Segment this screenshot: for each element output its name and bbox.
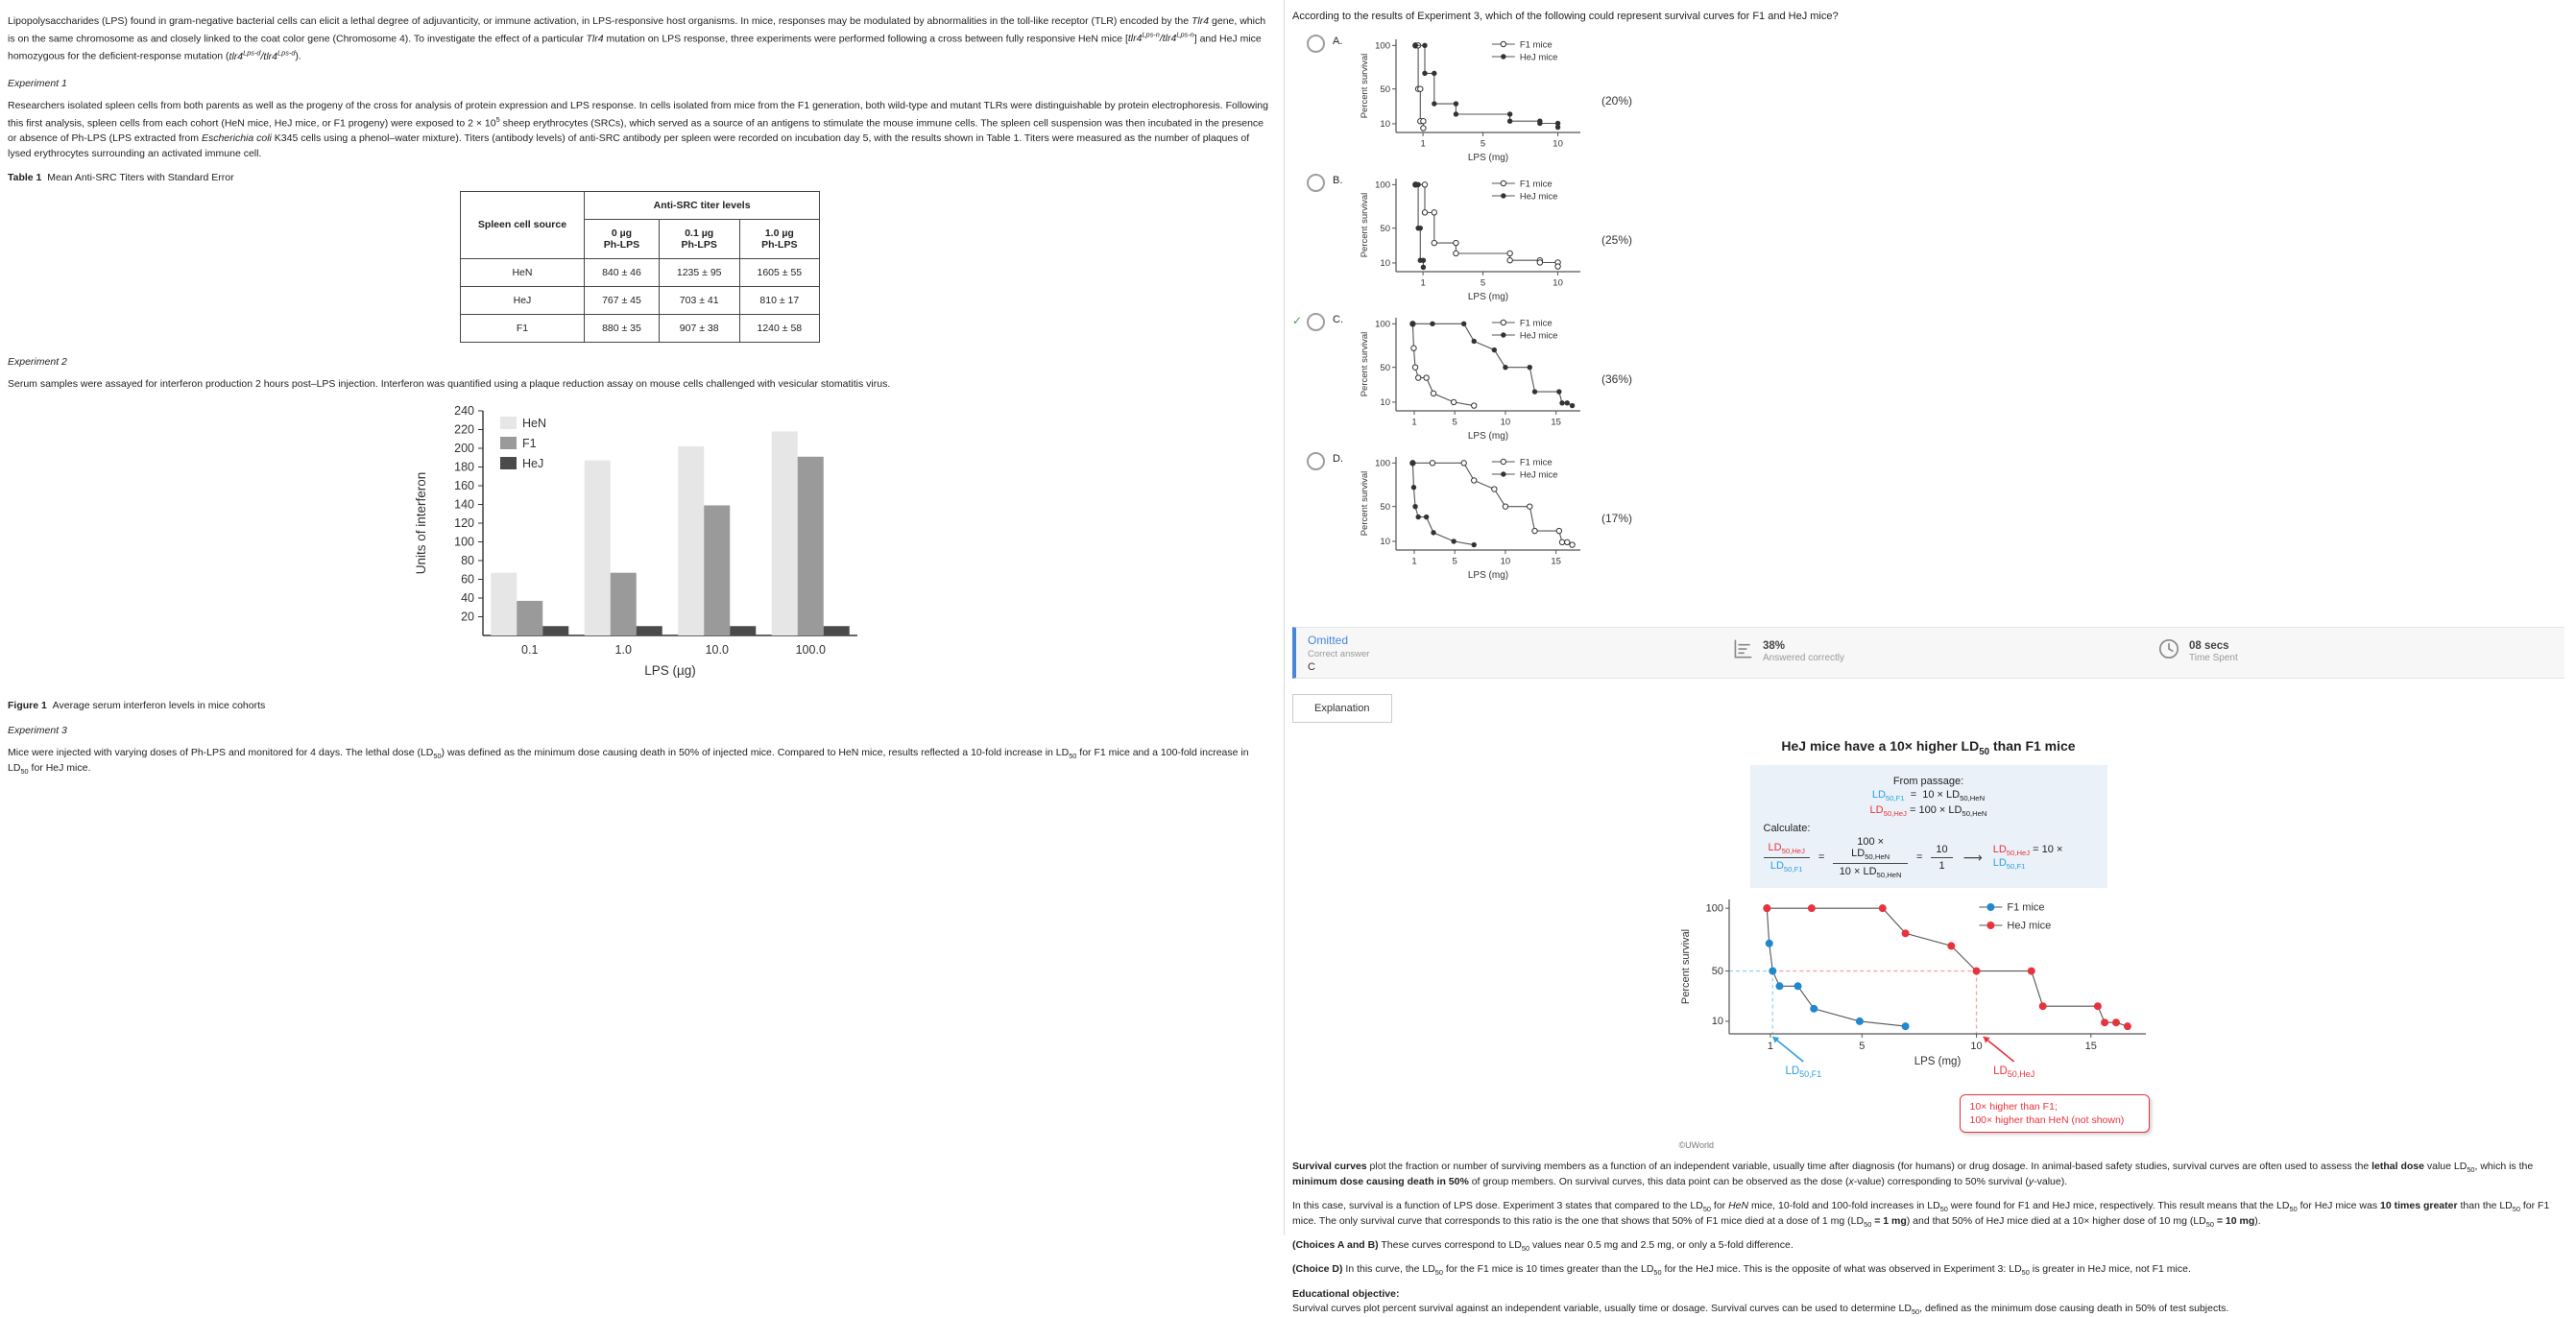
correct-answer-check-icon: ✓ — [1292, 314, 1303, 328]
svg-text:15: 15 — [2084, 1040, 2097, 1052]
svg-text:1: 1 — [1420, 138, 1426, 150]
from-passage-label: From passage: — [1892, 776, 1964, 788]
svg-text:220: 220 — [453, 422, 474, 436]
svg-text:F1 mice: F1 mice — [2006, 901, 2045, 914]
option-a-survival-chart — [1358, 34, 1588, 167]
svg-text:0.1: 0.1 — [520, 642, 538, 657]
svg-text:50: 50 — [1380, 502, 1390, 514]
svg-text:50: 50 — [1380, 224, 1390, 235]
result-status-block — [1308, 634, 1369, 673]
svg-text:5: 5 — [1452, 556, 1457, 567]
option-a-percent: (20%) — [1601, 93, 1633, 108]
formula-eq2: $LD_{50,HeJ} = 100 \times LD_{50,HeN}$ — [1869, 804, 1987, 819]
svg-text:HeJ mice: HeJ mice — [1519, 469, 1558, 481]
svg-text:F1 mice: F1 mice — [1519, 457, 1553, 468]
passage-intro: Lipopolysaccharides (LPS) found in gram-negative bacterial cells can elicit a lethal degree of adjuvanticity, or immune activation, in LPS-responsive host organisms. In mice, responses may be modulated by abnormalities in the toll-like receptor (TLR) encoded by the Tlr4 gene, which is on the same chromosome as and closely linked to the coat color gene (Chromosome 4). To investigate the effect of a particular Tlr4 mutation on LPS response, three experiments were performed following a cross between fully responsive HeN mice $[tlr4^{Lps-n}/tlr4^{Lps-n}]$ and HeJ mice homozygous for the deficient-response mutation $(tlr4^{Lps-d}/tlr4^{Lps-d})$. — [8, 15, 1266, 62]
answered-correctly-block — [1730, 636, 1844, 666]
svg-text:Percent survival: Percent survival — [1679, 928, 1692, 1005]
svg-text:120: 120 — [453, 515, 474, 530]
svg-text:10: 10 — [1380, 119, 1390, 131]
svg-text:Percent survival: Percent survival — [1360, 193, 1370, 258]
svg-text:15: 15 — [1551, 556, 1561, 567]
option-d-survival-chart — [1358, 451, 1588, 585]
svg-text:HeJ: HeJ — [521, 456, 543, 470]
correct-answer-letter: C — [1308, 661, 1315, 674]
svg-text:100: 100 — [1705, 902, 1723, 915]
svg-text:LPS (mg): LPS (mg) — [1467, 153, 1509, 164]
explanation-choices-ab: (Choices A and B) These curves correspond to $LD_{50}$ values near 0.5 mg and 2.5 mg, or only a 5-fold difference. — [1292, 1239, 1794, 1254]
option-d-radio[interactable] — [1307, 452, 1325, 470]
svg-text:10: 10 — [1553, 138, 1563, 150]
svg-text:100: 100 — [1375, 319, 1390, 330]
svg-text:10: 10 — [1553, 277, 1563, 289]
svg-text:Units of interferon: Units of interferon — [413, 471, 428, 574]
svg-text:10: 10 — [1380, 258, 1390, 270]
svg-text:LPS (mg): LPS (mg) — [1467, 570, 1509, 582]
omitted-status: Omitted — [1308, 634, 1349, 648]
svg-text:Percent survival: Percent survival — [1360, 471, 1370, 537]
option-c-survival-chart — [1358, 312, 1588, 445]
svg-text:50: 50 — [1380, 363, 1390, 374]
option-b-radio[interactable] — [1307, 174, 1325, 192]
educational-objective-text: Survival curves plot percent survival against an independent variable, usually time or dosage. Survival curves can be used to determine $LD_{50}$, defined as the minimum dose causing death in 50% of test subjects. — [1292, 1302, 2229, 1316]
svg-text:HeJ mice: HeJ mice — [1519, 330, 1558, 342]
svg-text:10: 10 — [1711, 1016, 1723, 1028]
svg-text:240: 240 — [453, 403, 474, 418]
stats-icon — [1730, 636, 1755, 666]
educational-objective-heading: Educational objective: — [1292, 1287, 1400, 1300]
option-c-row[interactable] — [1292, 312, 2564, 445]
svg-text:10: 10 — [1500, 417, 1511, 428]
svg-text:5: 5 — [1480, 138, 1486, 150]
svg-text:50: 50 — [1380, 84, 1390, 96]
option-c-percent: (36%) — [1601, 371, 1633, 386]
uworld-copyright: ©UWorld — [1678, 1140, 1714, 1151]
table-row: HeJ 767 ± 45 703 ± 41 810 ± 17 — [460, 286, 819, 314]
svg-text:HeJ mice: HeJ mice — [1519, 52, 1558, 63]
option-b-letter: B. — [1333, 175, 1343, 187]
svg-text:10: 10 — [1969, 1040, 1983, 1052]
passage-pane — [0, 0, 1285, 1235]
table-row: HeN 840 ± 46 1235 ± 95 1605 ± 55 — [460, 258, 819, 286]
svg-text:LPS (mg): LPS (mg) — [1914, 1055, 1961, 1067]
experiment3-heading: Experiment 3 — [8, 724, 67, 736]
svg-text:F1 mice: F1 mice — [1519, 39, 1553, 51]
fraction-1: $\frac{LD_{50,HeJ}}{LD_{50,F1}}$ — [1764, 842, 1810, 874]
svg-text:HeJ mice: HeJ mice — [1519, 191, 1558, 203]
svg-text:100: 100 — [453, 535, 474, 548]
option-b-percent: (25%) — [1601, 232, 1633, 247]
svg-text:5: 5 — [1452, 417, 1457, 428]
calculate-label: Calculate: — [1763, 822, 1811, 834]
svg-text:140: 140 — [453, 497, 474, 511]
question-text: According to the results of Experiment 3, which of the following could represent survival curves for F1 and HeJ mice? — [1292, 11, 1839, 22]
svg-text:5: 5 — [1480, 277, 1486, 289]
svg-text:HeN: HeN — [521, 416, 546, 430]
svg-text:80: 80 — [460, 553, 474, 567]
svg-text:60: 60 — [460, 572, 474, 586]
svg-text:LPS (mg): LPS (mg) — [1467, 292, 1509, 303]
svg-text:LD50,HeJ: $LD_{50,HeJ}$ — [1992, 1065, 2034, 1079]
svg-text:10: 10 — [1500, 556, 1511, 567]
experiment1-text: Researchers isolated spleen cells from both parents as well as the progeny of the cross for analysis of protein expression and LPS response. In cells isolated from mice from the F1 generation, both wild-type and mutant TLRs were distinguishable by protein electrophoresis. Following this first analysis, spleen cells from each cohort (HeN mice, HeJ mice, or F1 progeny) were exposed to $2 \times 10^5$ sheep erythrocytes (SRCs), which served as a source of an antigens to stimulate the mouse immune cells. The spleen cell suspension was then incubated in the presence or absence of Ph-LPS (LPS extracted from Escherichia coli K345 cells using a phenol–water mixture). Titers (antibody levels) of anti-SRC antibody per spleen were recorded on incubation day 5, with the results shown in Table 1. Titers were measured as the number of plaques of lysed erythrocytes surrounding an activated immune cell. — [8, 100, 1268, 159]
table-row: F1 880 ± 35 907 ± 38 1240 ± 58 — [460, 314, 819, 342]
experiment2-text: Serum samples were assayed for interferon production 2 hours post–LPS injection. Interferon was quantified using a plaque reduction assay on mouse cells challenged with vesicular stomatitis virus. — [8, 377, 891, 390]
svg-text:160: 160 — [453, 478, 474, 492]
formula-eq1: $LD_{50,F1} = 10 \times LD_{50,HeN}$ — [1871, 789, 1986, 803]
explanation-choice-d: (Choice D) In this curve, the $LD_{50}$ for the F1 mice is 10 times greater than the $LD_{50}$ for the HeJ mice. This is the opposite of what was observed in Experiment 3: $LD_{50}$ is greater in HeJ mice, not F1 mice. — [1292, 1263, 2191, 1278]
calculation-row: $\frac{LD_{50,HeJ}}{LD_{50,F1}}$ = $\frac{100 \times LD_{50,HeN}}{10 \times LD_{50,HeN}}$ = $\frac{10}{1}$ ⟶ $LD_{50,HeJ} = 10 \times LD_{50,F1}$ — [1764, 836, 2094, 879]
option-d-letter: D. — [1333, 453, 1343, 466]
svg-text:100.0: 100.0 — [795, 642, 826, 657]
clock-icon — [2156, 636, 2181, 666]
fraction-2: $\frac{100 \times LD_{50,HeN}}{10 \times LD_{50,HeN}}$ — [1833, 836, 1908, 879]
table1-caption: Table 1 Mean Anti-SRC Titers with Standard Error — [8, 171, 234, 183]
table-col1-header: 0 µg Ph-LPS — [585, 219, 660, 258]
percent-correct-label: Answered correctly — [1763, 652, 1845, 663]
svg-text:LD50,F1: $LD_{50,F1}$ — [1784, 1065, 1821, 1079]
fraction-3: $\frac{10}{1}$ — [1931, 844, 1952, 872]
svg-text:Percent survival: Percent survival — [1360, 54, 1370, 119]
table-group-header: Anti-SRC titer levels — [585, 191, 820, 219]
correct-answer-label: Correct answer — [1308, 649, 1370, 660]
option-a-letter: A. — [1333, 36, 1343, 48]
time-spent-label: Time Spent — [2189, 652, 2238, 663]
option-a-radio[interactable] — [1307, 35, 1325, 53]
experiment2-heading: Experiment 2 — [8, 355, 67, 368]
table-row-header: Spleen cell source — [460, 191, 584, 258]
svg-text:HeJ mice: HeJ mice — [2006, 920, 2051, 932]
anti-src-titer-table — [460, 191, 820, 343]
time-spent-block — [2156, 636, 2238, 666]
experiment3-text: Mice were injected with varying doses of Ph-LPS and monitored for 4 days. The lethal dose $(LD_{50})$ was defined as the minimum dose causing death in 50% of injected mice. Compared to HeN mice, results reflected a 10-fold increase in $LD_{50}$ for F1 mice and a 100-fold increase in $LD_{50}$ for HeJ mice. — [8, 746, 1249, 776]
option-d-row[interactable] — [1292, 451, 2564, 585]
option-c-letter: C. — [1333, 314, 1343, 326]
svg-text:LPS (µg): LPS (µg) — [643, 662, 696, 678]
svg-text:1: 1 — [1411, 556, 1417, 567]
svg-text:F1: F1 — [521, 436, 537, 450]
formula-box — [1750, 765, 2107, 888]
option-a-row[interactable] — [1292, 34, 2564, 167]
svg-text:1: 1 — [1411, 417, 1417, 428]
svg-text:1: 1 — [1767, 1040, 1773, 1052]
svg-text:Percent survival: Percent survival — [1360, 332, 1370, 397]
option-b-survival-chart — [1358, 173, 1588, 306]
formula-result: $LD_{50,HeJ} = 10 \times LD_{50,F1}$ — [1992, 844, 2063, 872]
question-pane — [1285, 0, 2576, 1316]
explanation-title: HeJ mice have a 10× higher $LD_{50}$ than F1 mice — [1781, 738, 2076, 758]
svg-text:200: 200 — [453, 441, 474, 455]
svg-text:10: 10 — [1380, 537, 1390, 548]
explanation-paragraph-1: Survival curves plot the fraction or number of surviving members as a function of an independent variable, usually time after diagnosis (for humans) or drug dosage. In animal-based safety studies, survival curves are often used to assess the lethal dose value $LD_{50}$, which is the minimum dose causing death in 50% of group members. On survival curves, this data point can be observed as the dose (x-value) corresponding to 50% survival (y-value). — [1292, 1161, 2534, 1188]
explanation-paragraphs — [1292, 1160, 2564, 1316]
svg-text:15: 15 — [1551, 417, 1561, 428]
svg-text:10: 10 — [1380, 397, 1390, 409]
option-c-radio[interactable] — [1307, 313, 1325, 331]
svg-text:100: 100 — [1375, 40, 1390, 52]
figure1-caption: Figure 1 Average serum interferon levels in mice cohorts — [8, 699, 266, 711]
svg-text:1.0: 1.0 — [614, 642, 632, 657]
svg-text:40: 40 — [460, 590, 474, 605]
time-spent: 08 secs — [2189, 639, 2229, 652]
table-col3-header: 1.0 µg Ph-LPS — [739, 219, 820, 258]
option-d-percent: (17%) — [1601, 511, 1633, 525]
result-summary-bar — [1292, 627, 2564, 679]
figure1-bar-chart — [410, 401, 871, 690]
svg-text:1: 1 — [1420, 277, 1426, 289]
svg-text:LPS (mg): LPS (mg) — [1467, 431, 1509, 443]
right-arrow-icon: ⟶ — [1962, 849, 1983, 865]
svg-text:F1 mice: F1 mice — [1519, 179, 1553, 190]
svg-text:50: 50 — [1711, 965, 1723, 977]
explanation-figure — [1679, 894, 2179, 1150]
svg-text:100: 100 — [1375, 458, 1390, 469]
svg-text:F1 mice: F1 mice — [1519, 318, 1553, 329]
table-col2-header: 0.1 µg Ph-LPS — [659, 219, 739, 258]
option-b-row[interactable] — [1292, 173, 2564, 306]
explanation-paragraph-2: In this case, survival is a function of LPS dose. Experiment 3 states that compared to the $LD_{50}$ for HeN mice, 10-fold and 100-fold increases in $LD_{50}$ were found for F1 and HeJ mice, respectively. This result means that the $LD_{50}$ for HeJ mice was 10 times greater than the $LD_{50}$ for F1 mice. The only survival curve that corresponds to this ratio is the one that shows that 50% of F1 mice died at a dose of 1 mg ($LD_{50} = 1$ mg) and that 50% of HeJ mice died at a 10× higher dose of 10 mg ($LD_{50} = 10$ mg). — [1292, 1200, 2550, 1230]
explanation-survival-chart — [1679, 894, 2179, 1094]
percent-correct: 38% — [1763, 639, 1786, 652]
svg-text:100: 100 — [1375, 180, 1390, 191]
ld50-annotation-box: 10× higher than F1; 100× higher than HeN (not shown) — [1960, 1094, 2150, 1133]
svg-text:20: 20 — [460, 610, 474, 623]
tab-explanation[interactable]: Explanation — [1292, 694, 1392, 723]
svg-text:5: 5 — [1858, 1040, 1865, 1052]
svg-text:10.0: 10.0 — [705, 642, 729, 657]
experiment1-heading: Experiment 1 — [8, 78, 67, 90]
svg-text:180: 180 — [453, 460, 474, 473]
